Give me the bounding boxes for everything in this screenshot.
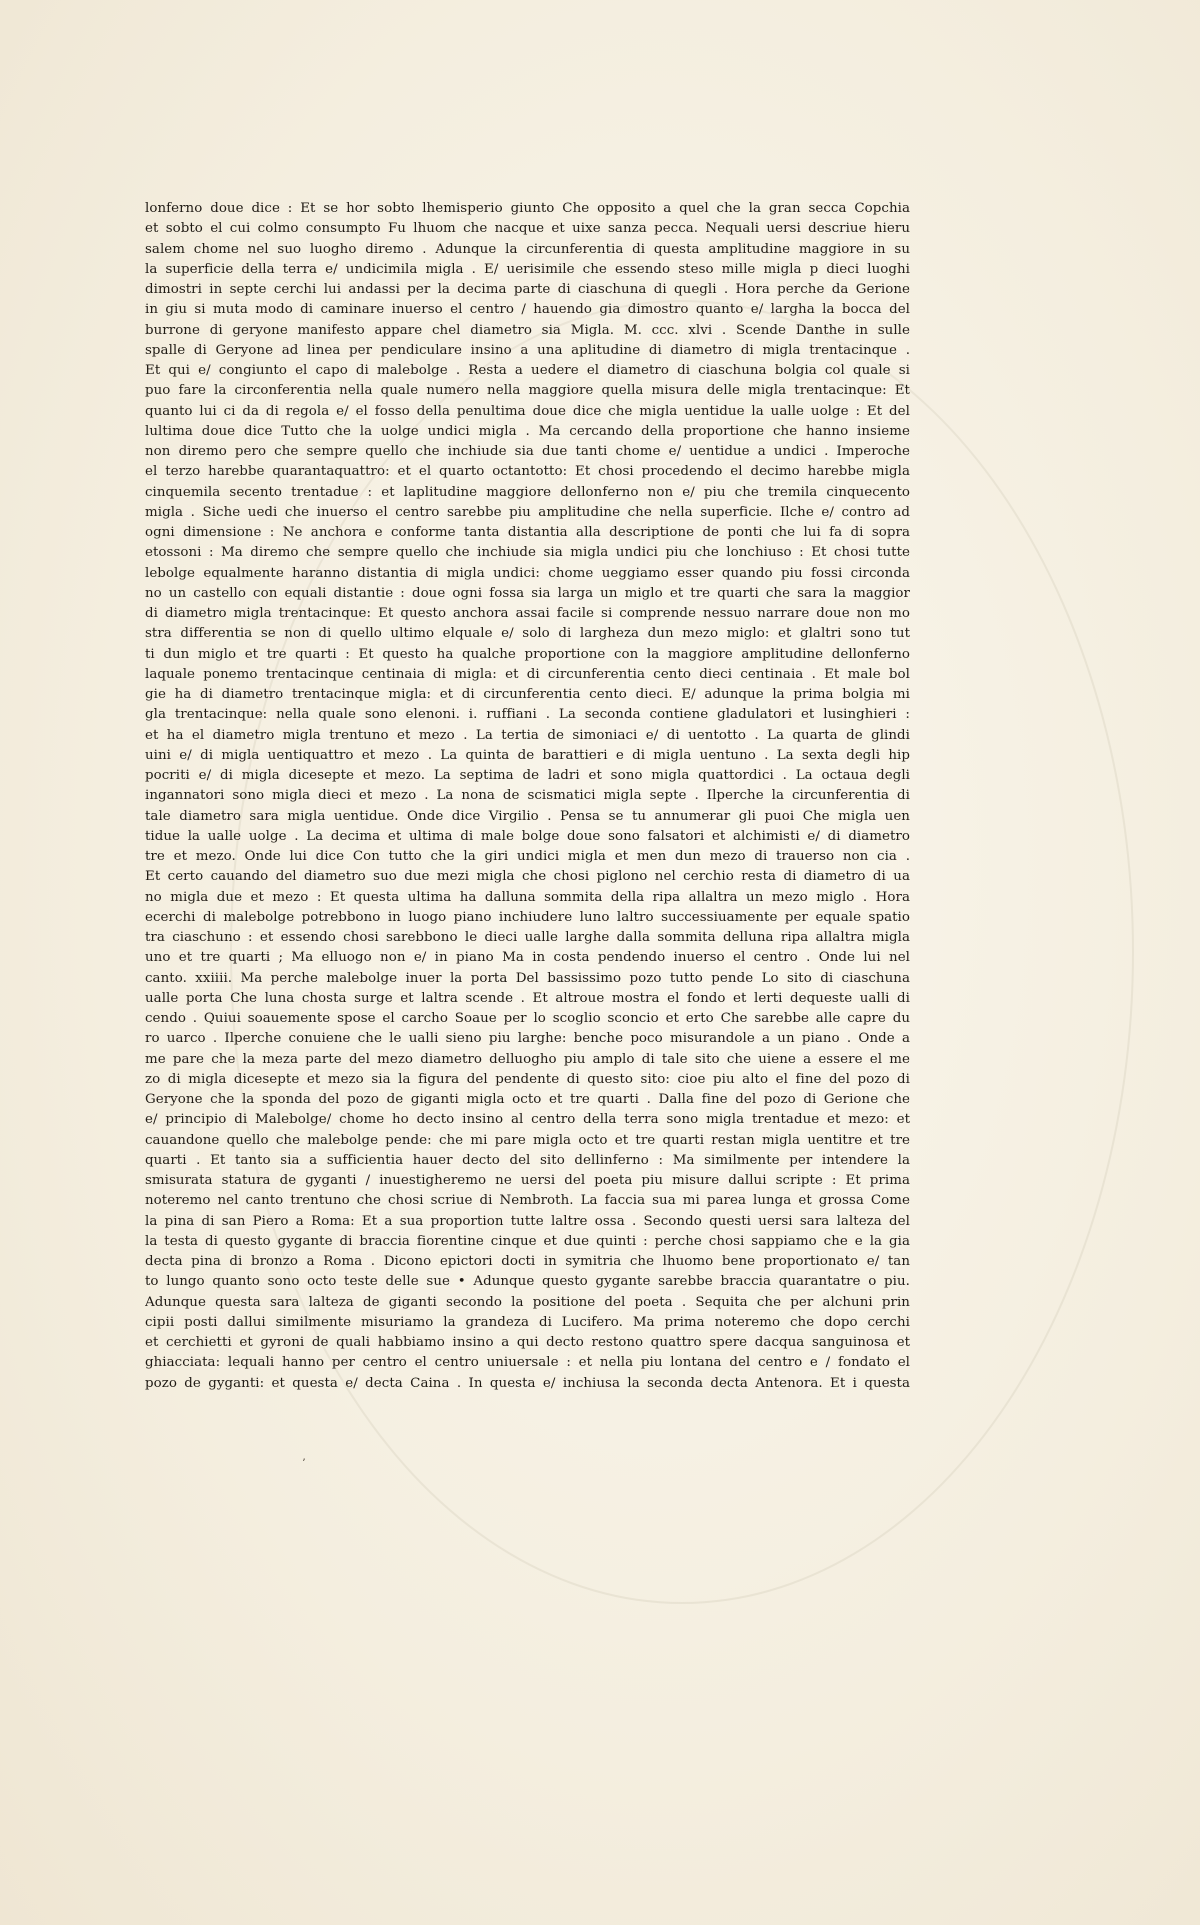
text-line: e/ principio di Malebolge/ chome ho decto insino al centro della terra sono migla trentadue et mezo: et bbox=[145, 1112, 910, 1128]
text-line: ingannatori sono migla dieci et mezo . La nona de scismatici migla septe . Ilperche la circunferentia di bbox=[145, 788, 910, 804]
text-line: la testa di questo gygante di braccia fiorentine cinque et due quinti : perche chosi sappiamo che e la gia bbox=[145, 1233, 910, 1249]
text-line: zo di migla dicesepte et mezo sia la figura del pendente di questo sito: cioe piu alto el fine del pozo di bbox=[145, 1071, 910, 1087]
text-line: pozo de gyganti: et questa e/ decta Caina . In questa e/ inchiusa la seconda decta Antenora. Et i questa bbox=[145, 1375, 910, 1391]
text-line: no un castello con equali distantie : doue ogni fossa sia larga un miglo et tre quarti che sara la maggior bbox=[145, 585, 910, 601]
text-line: in giu si muta modo di caminare inuerso el centro / hauendo gia dimostro quanto e/ largha la bocca del bbox=[145, 302, 910, 318]
text-line: me pare che la meza parte del mezo diametro delluogho piu amplo di tale sito che uiene a essere el me bbox=[145, 1051, 910, 1067]
text-line: decta pina di bronzo a Roma . Dicono epictori docti in symitria che lhuomo bene proportionato e/ tan bbox=[145, 1254, 910, 1269]
text-block bbox=[145, 199, 910, 1394]
text-line: el terzo harebbe quarantaquattro: et el quarto octantotto: Et chosi procedendo el decimo harebbe migla bbox=[145, 464, 910, 480]
text-line: la superficie della terra e/ undicimila migla . E/ uerisimile che essendo steso mille migla p dieci luoghi bbox=[145, 261, 910, 277]
text-line: Et qui e/ congiunto el capo di malebolge . Resta a uedere el diametro di ciaschuna bolgia col quale si bbox=[145, 363, 910, 378]
text-line: et ha el diametro migla trentuno et mezo . La tertia de simoniaci e/ di uentotto . La quarta de glindi bbox=[145, 727, 910, 743]
text-line: spalle di Geryone ad linea per pendiculare insino a una aplitudine di diametro di migla trentacinque . bbox=[145, 342, 910, 358]
text-line: lonferno doue dice : Et se hor sobto lhemisperio giunto Che opposito a quel che la gran secca Copchia bbox=[145, 201, 910, 216]
text-line: et sobto el cui colmo consumpto Fu lhuom che nacque et uixe sanza pecca. Nequali uersi descriue hieru bbox=[145, 221, 910, 237]
text-line: no migla due et mezo : Et questa ultima ha dalluna sommita della ripa allaltra un mezo miglo . Hora bbox=[145, 889, 910, 905]
text-line: laquale ponemo trentacinque centinaia di migla: et di circunferentia cento dieci centinaia . Et male bol bbox=[145, 666, 910, 682]
text-line: tra ciaschuno : et essendo chosi sarebbono le dieci ualle larghe dalla sommita delluna ripa allaltra migla bbox=[145, 930, 910, 945]
text-line: cendo . Quiui soauemente spose el carcho Soaue per lo scoglio sconcio et erto Che sarebbe alle capre du bbox=[145, 1011, 910, 1026]
text-line: to lungo quanto sono octo teste delle sue • Adunque questo gygante sarebbe braccia quarantatre o piu. bbox=[145, 1274, 910, 1290]
text-line: et cerchietti et gyroni de quali habbiamo insino a qui decto restono quattro spere dacqua sanguinosa et bbox=[145, 1335, 910, 1350]
text-line: etossoni : Ma diremo che sempre quello che inchiude sia migla undici piu che lonchiuso : Et chosi tutte bbox=[145, 545, 910, 561]
text-line: uini e/ di migla uentiquattro et mezo . La quinta de barattieri e di migla uentuno . La sexta degli hip bbox=[145, 747, 910, 763]
text-line: non diremo pero che sempre quello che inchiude sia due tanti chome e/ uentidue a undici . Imperoche bbox=[145, 444, 910, 459]
text-line: migla . Siche uedi che inuerso el centro sarebbe piu amplitudine che nella superficie. Ilche e/ contro ad bbox=[145, 504, 910, 520]
text-line: lultima doue dice Tutto che la uolge undici migla . Ma cercando della proportione che hanno insieme bbox=[145, 423, 910, 439]
text-line: uno et tre quarti ; Ma elluogo non e/ in piano Ma in costa pendendo inuerso el centro . Onde lui nel bbox=[145, 950, 910, 966]
text-line: cinquemila secento trentadue : et laplitudine maggiore dellonferno non e/ piu che tremila cinquecento bbox=[145, 484, 910, 500]
text-line: Geryone che la sponda del pozo de giganti migla octo et tre quarti . Dalla fine del pozo di Gerione che bbox=[145, 1092, 910, 1107]
text-line: ualle porta Che luna chosta surge et laltra scende . Et altroue mostra el fondo et lerti dequeste ualli di bbox=[145, 990, 910, 1006]
text-line: canto. xxiiii. Ma perche malebolge inuer la porta Del bassissimo pozo tutto pende Lo sito di ciaschuna bbox=[145, 970, 910, 986]
text-line: ti dun miglo et tre quarti : Et questo ha qualche proportione con la maggiore amplitudine dellonferno bbox=[145, 646, 910, 662]
text-line: puo fare la circonferentia nella quale numero nella maggiore quella misura delle migla trentacinque: Et bbox=[145, 383, 910, 399]
text-line: salem chome nel suo luogho diremo . Adunque la circunferentia di questa amplitudine maggiore in su bbox=[145, 241, 910, 257]
text-line: ghiacciata: lequali hanno per centro el centro uniuersale : et nella piu lontana del centro e / fondato el bbox=[145, 1355, 910, 1371]
text-line: quarti . Et tanto sia a sufficientia hauer decto del sito dellinferno : Ma similmente per intendere la bbox=[145, 1152, 910, 1168]
text-line: pocriti e/ di migla dicesepte et mezo. La septima de ladri et sono migla quattordici . La octaua degli bbox=[145, 768, 910, 783]
text-line: burrone di geryone manifesto appare chel diametro sia Migla. M. ccc. xlvi . Scende Danthe in sulle bbox=[145, 322, 910, 338]
text-line: Adunque questa sara lalteza de giganti secondo la positione del poeta . Sequita che per alchuni prin bbox=[145, 1294, 910, 1310]
text-line: ecerchi di malebolge potrebbono in luogo piano inchiudere luno laltro successiuamente per equale spatio bbox=[145, 909, 910, 925]
text-line: ogni dimensione : Ne anchora e conforme tanta distantia alla descriptione de ponti che lui fa di sopra bbox=[145, 525, 910, 540]
text-line: gie ha di diametro trentacinque migla: et di circunferentia cento dieci. E/ adunque la prima bolgia mi bbox=[145, 687, 910, 702]
text-line: di diametro migla trentacinque: Et questo anchora assai facile si comprende nessuo narrare doue non mo bbox=[145, 606, 910, 621]
text-line: cipii posti dallui similmente misuriamo la grandeza di Lucifero. Ma prima noteremo che dopo cerchi bbox=[145, 1314, 910, 1330]
stray-mark: ʼ bbox=[302, 1458, 306, 1469]
text-line: quanto lui ci da di regola e/ el fosso della penultima doue dice che migla uentidue la ualle uolge : Et del bbox=[145, 403, 910, 419]
text-line: stra differentia se non di quello ultimo elquale e/ solo di largheza dun mezo miglo: et glaltri sono tut bbox=[145, 626, 910, 642]
text-line: lebolge equalmente haranno distantia di migla undici: chome ueggiamo esser quando piu fossi circonda bbox=[145, 565, 910, 581]
text-line: gla trentacinque: nella quale sono elenoni. i. ruffiani . La seconda contiene gladulatori et lusinghieri : bbox=[145, 707, 910, 723]
text-line: la pina di san Piero a Roma: Et a sua proportion tutte laltre ossa . Secondo questi uersi sara lalteza del bbox=[145, 1213, 910, 1229]
text-line: tre et mezo. Onde lui dice Con tutto che la giri undici migla et men dun mezo di trauerso non cia . bbox=[145, 849, 910, 864]
text-line: tidue la ualle uolge . La decima et ultima di male bolge doue sono falsatori et alchimisti e/ di diametro bbox=[145, 828, 910, 844]
text-line: noteremo nel canto trentuno che chosi scriue di Nembroth. La faccia sua mi parea lunga et grossa Come bbox=[145, 1193, 910, 1209]
text-line: cauandone quello che malebolge pende: che mi pare migla octo et tre quarti restan migla uentitre et tre bbox=[145, 1132, 910, 1148]
text-line: dimostri in septe cerchi lui andassi per la decima parte di ciaschuna di quegli . Hora perche da Gerione bbox=[145, 282, 910, 297]
text-line: ro uarco . Ilperche conuiene che le ualli sieno piu larghe: benche poco misurandole a un piano . Onde a bbox=[145, 1031, 910, 1047]
text-line: smisurata statura de gyganti / inuestigheremo ne uersi del poeta piu misure dallui scripte : Et prima bbox=[145, 1173, 910, 1188]
text-line: tale diametro sara migla uentidue. Onde dice Virgilio . Pensa se tu annumerar gli puoi Che migla uen bbox=[145, 808, 910, 824]
text-line: Et certo cauando del diametro suo due mezi migla che chosi piglono nel cerchio resta di diametro di ua bbox=[145, 869, 910, 885]
